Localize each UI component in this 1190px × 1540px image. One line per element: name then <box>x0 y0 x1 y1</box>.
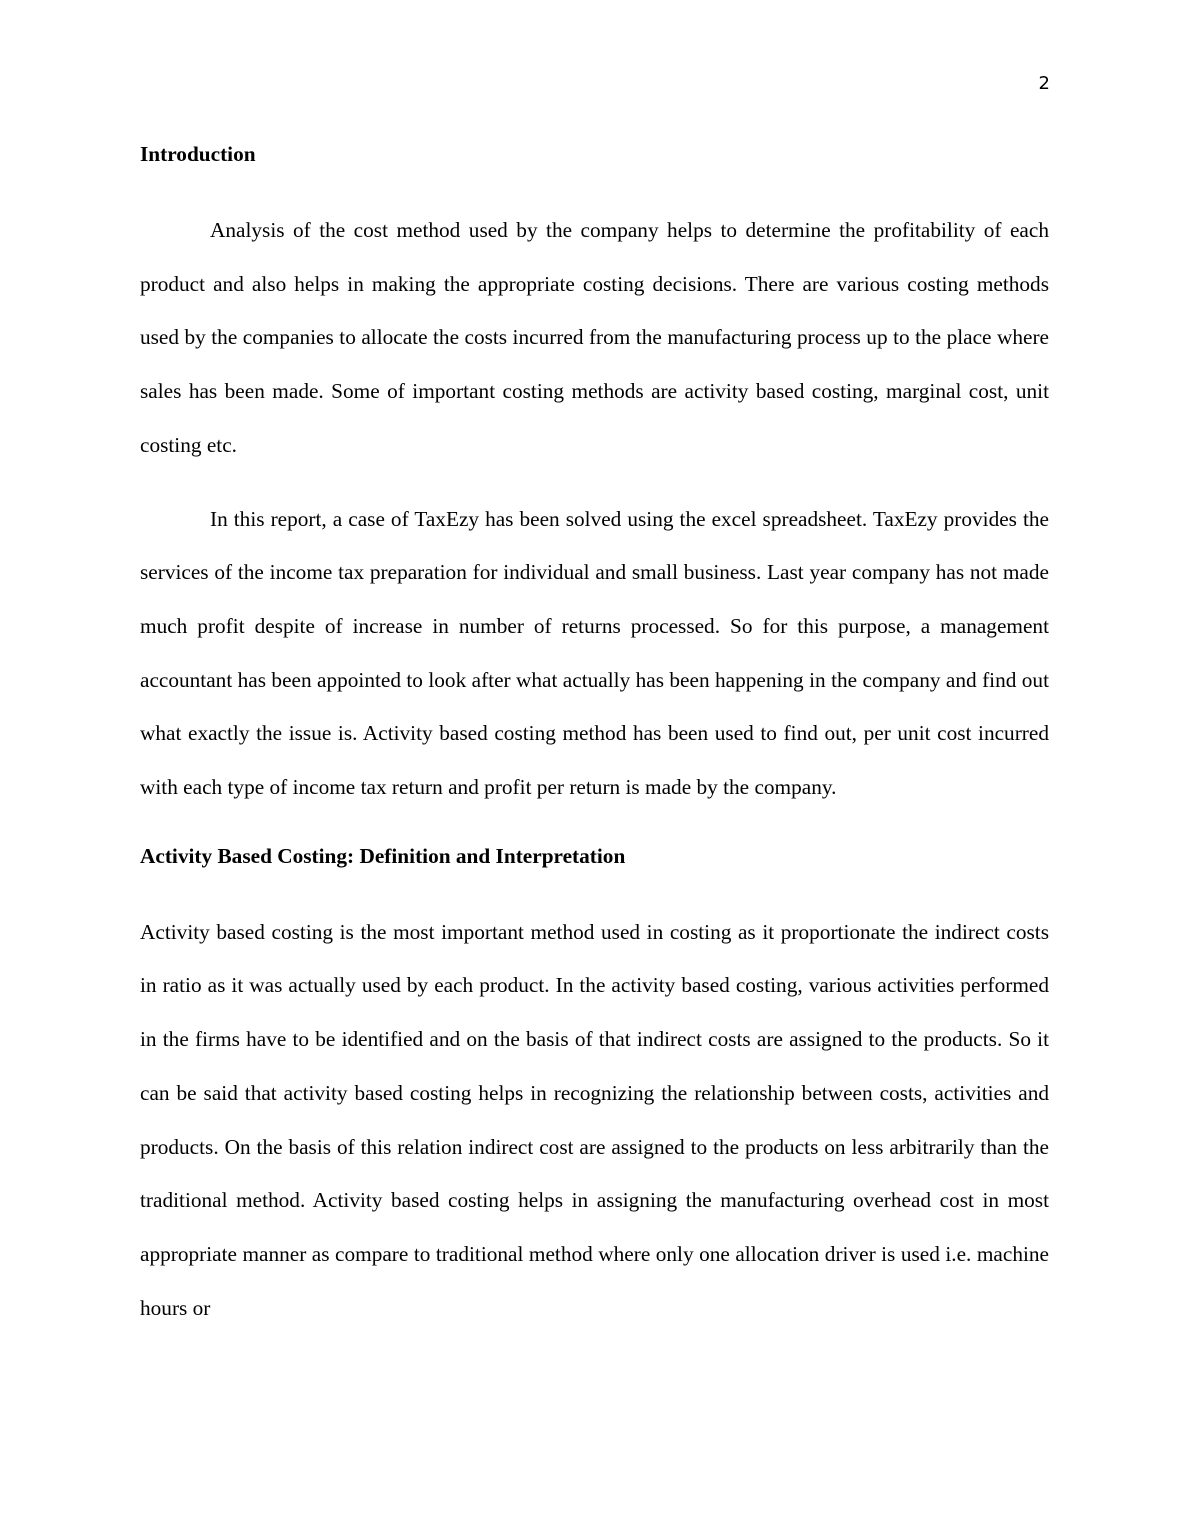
paragraph: In this report, a case of TaxEzy has been solved using the excel spreadsheet. TaxEzy provides the services of the income tax preparation for individual and small business. Last year company has not made much profit despite of increase in number of returns processed. So for this purpose, a management accountant has been appointed to look after what actually has been happening in the company and find out what exactly the issue is. Activity based costing method has been used to find out, per unit cost incurred with each type of income tax return and profit per return is made by the company. <box>140 506 1049 800</box>
document-body <box>140 138 1049 1335</box>
paragraph: Analysis of the cost method used by the company helps to determine the profitability of each product and also helps in making the appropriate costing decisions. There are various costing methods used by the companies to allocate the costs incurred from the manufacturing process up to the place where sales has been made. Some of important costing methods are activity based costing, marginal cost, unit costing etc. <box>140 218 1049 457</box>
section-heading-introduction: Introduction <box>140 142 256 166</box>
page-number: 2 <box>1038 73 1050 94</box>
section-heading-abc: Activity Based Costing: Definition and Interpretation <box>140 843 626 868</box>
paragraph: Activity based costing is the most important method used in costing as it proportionate the indirect costs in ratio as it was actually used by each product. In the activity based costing, various activities performed in the firms have to be identified and on the basis of that indirect costs are assigned to the products. So it can be said that activity based costing helps in recognizing the relationship between costs, activities and products. On the basis of this relation indirect cost are assigned to the products on less arbitrarily than the traditional method. Activity based costing helps in assigning the manufacturing overhead cost in most appropriate manner as compare to traditional method where only one allocation driver is used i.e. machine hours or <box>140 919 1049 1320</box>
